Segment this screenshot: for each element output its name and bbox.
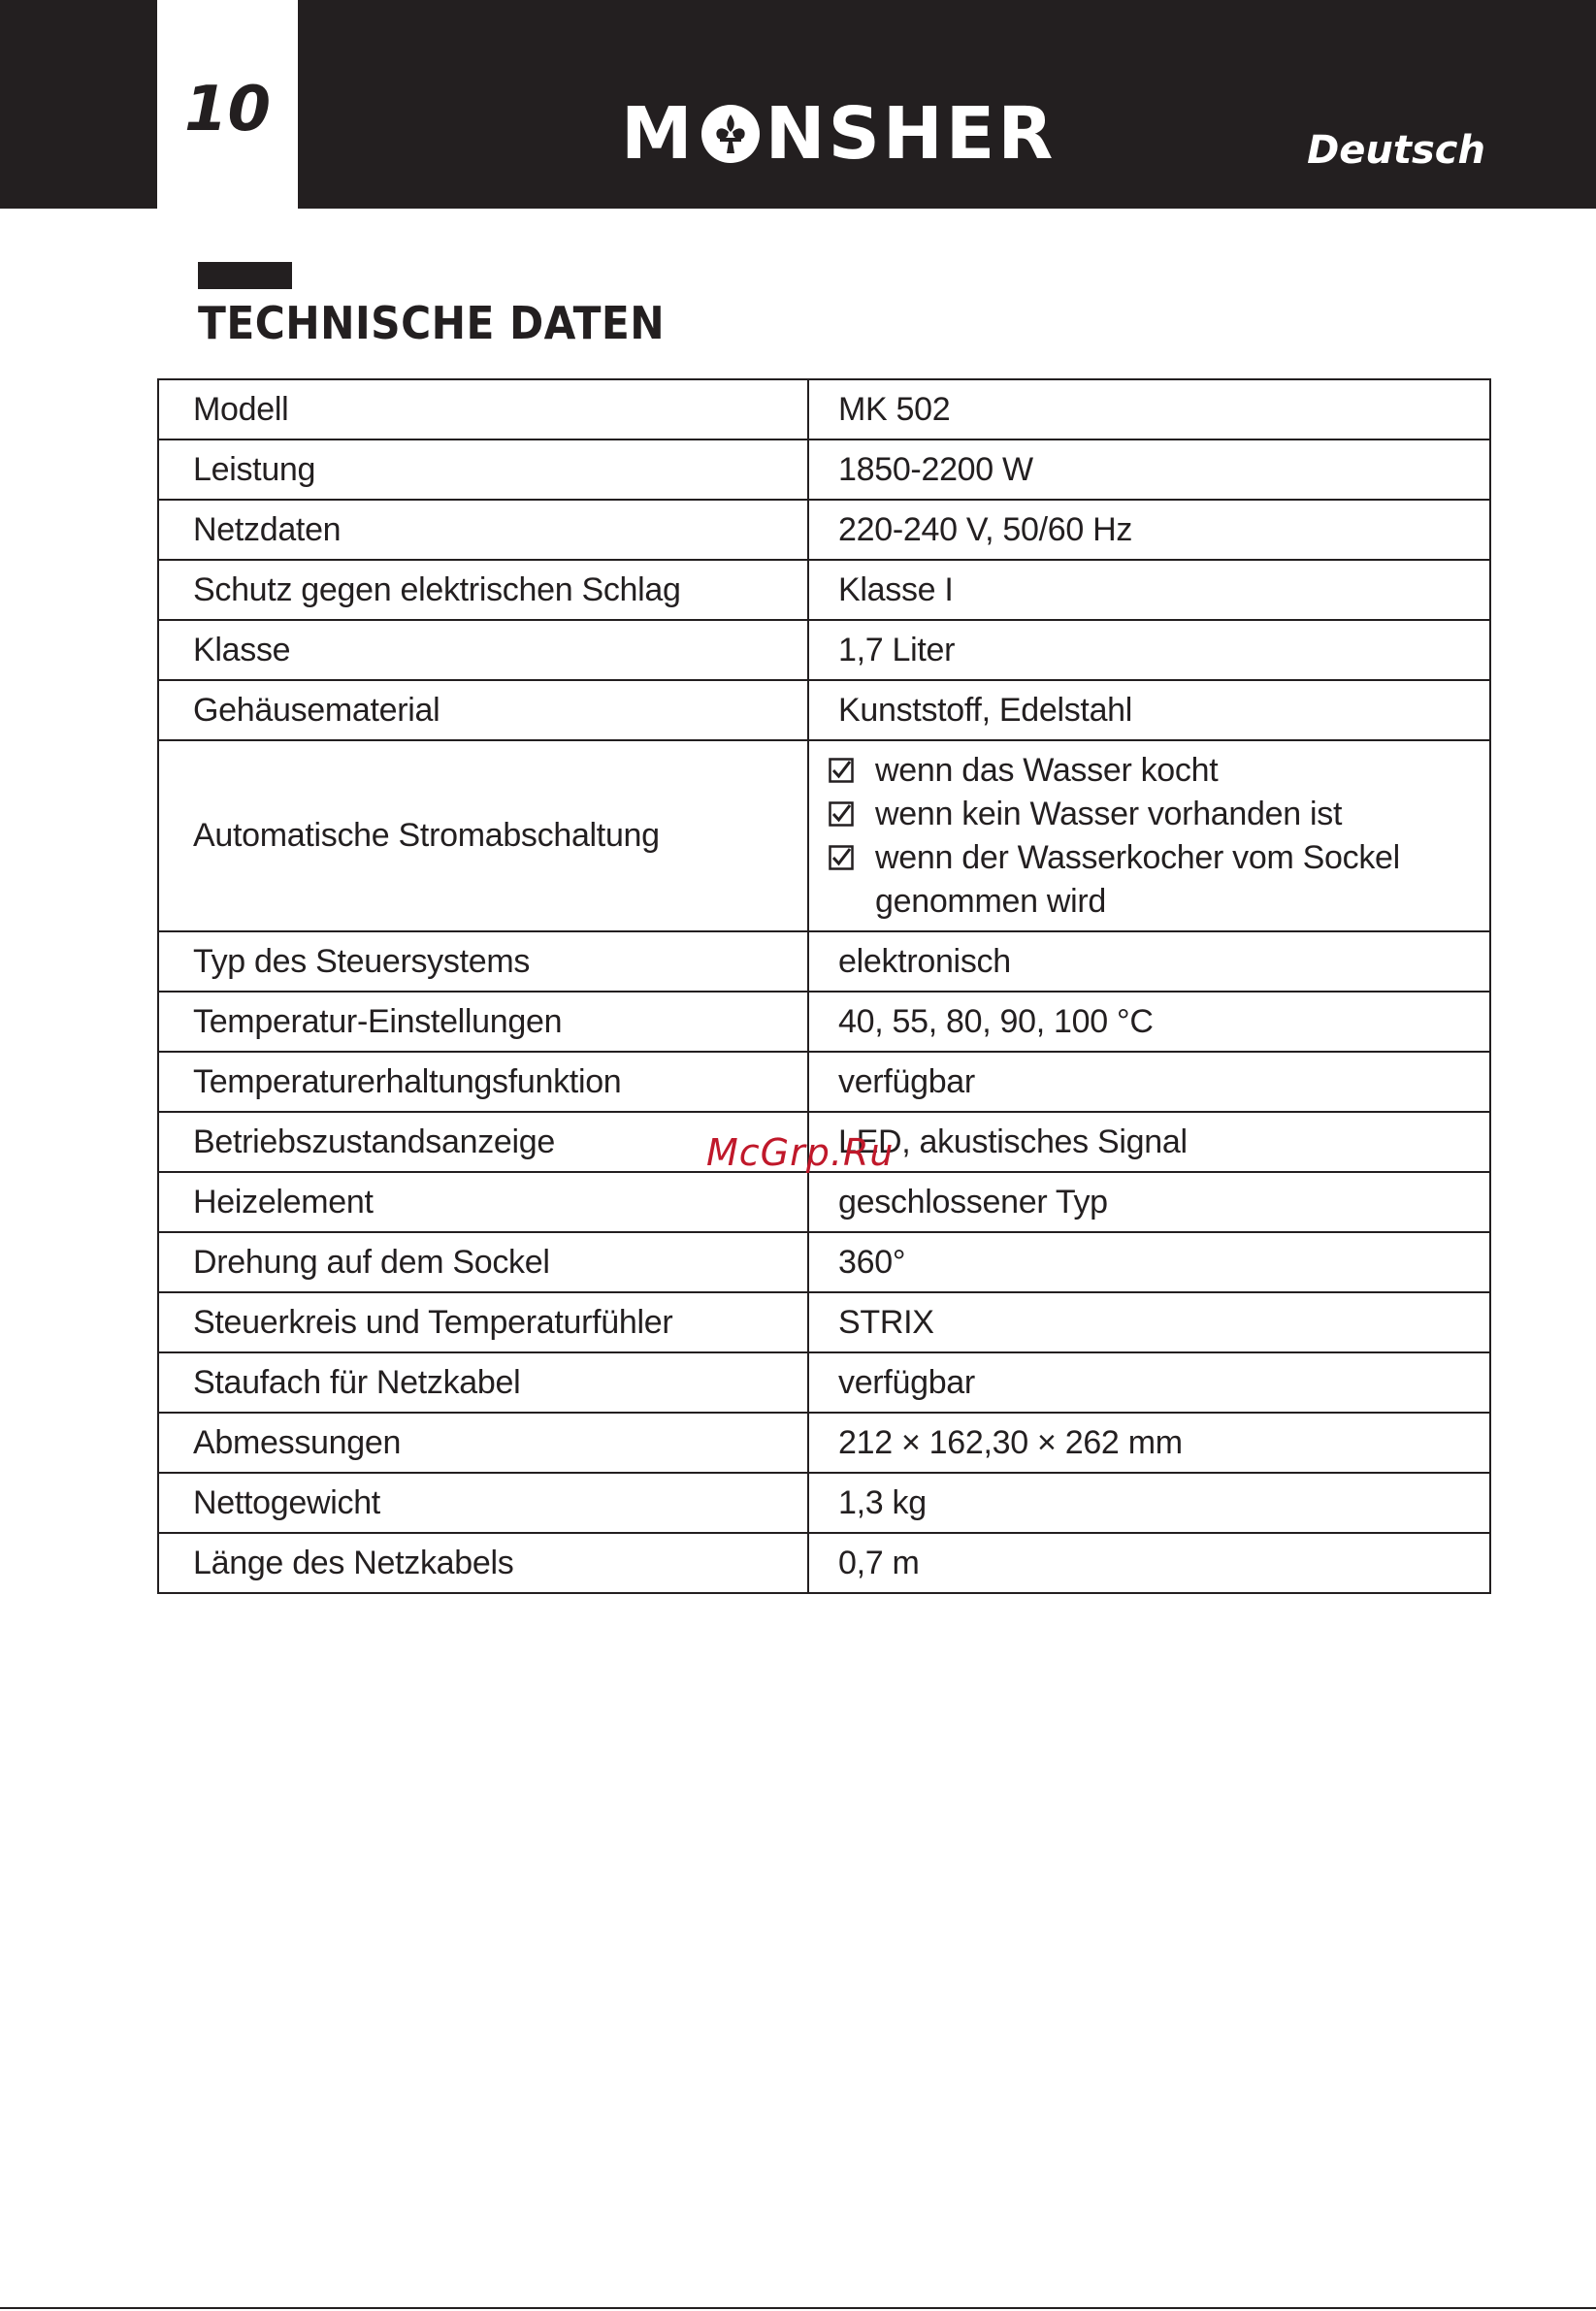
check-item-text: wenn das Wasser kocht — [875, 751, 1219, 789]
spec-value: verfügbar — [808, 1052, 1490, 1112]
spec-label: Heizelement — [158, 1172, 808, 1232]
section-title: TECHNISCHE DATEN — [198, 297, 666, 349]
table-row — [158, 560, 1490, 620]
page-number-box — [157, 0, 298, 209]
spec-label: Temperatur-Einstellungen — [158, 992, 808, 1052]
spec-value: 1,7 Liter — [808, 620, 1490, 680]
language-label: Deutsch — [1307, 128, 1485, 173]
checked-box-icon — [829, 801, 854, 827]
checked-box-icon — [829, 758, 854, 783]
spec-value: 1,3 kg — [808, 1473, 1490, 1533]
spec-value: LED, akustisches Signal — [808, 1112, 1490, 1172]
spec-value: elektronisch — [808, 931, 1490, 992]
spec-label: Klasse — [158, 620, 808, 680]
table-row — [158, 740, 1490, 931]
table-row — [158, 379, 1490, 439]
spec-label: Netzdaten — [158, 500, 808, 560]
table-row — [158, 931, 1490, 992]
spec-label: Länge des Netzkabels — [158, 1533, 808, 1593]
brand-logo-suffix: NSHER — [765, 92, 1057, 176]
table-row — [158, 1292, 1490, 1352]
table-row — [158, 1413, 1490, 1473]
spec-table-body — [158, 379, 1490, 1593]
spec-label: Leistung — [158, 439, 808, 500]
spec-value: 0,7 m — [808, 1533, 1490, 1593]
spec-label: Modell — [158, 379, 808, 439]
table-row — [158, 439, 1490, 500]
table-row — [158, 620, 1490, 680]
table-row — [158, 1052, 1490, 1112]
title-accent-bar — [198, 262, 292, 289]
spec-table — [157, 378, 1491, 1594]
page-number: 10 — [183, 73, 272, 146]
spec-value: 220-240 V, 50/60 Hz — [808, 500, 1490, 560]
table-row — [158, 1533, 1490, 1593]
list-item — [809, 836, 1489, 924]
table-row — [158, 1172, 1490, 1232]
table-row — [158, 992, 1490, 1052]
spec-label: Schutz gegen elektrischen Schlag — [158, 560, 808, 620]
spec-label: Nettogewicht — [158, 1473, 808, 1533]
spec-value: 40, 55, 80, 90, 100 °C — [808, 992, 1490, 1052]
table-row — [158, 500, 1490, 560]
table-row — [158, 680, 1490, 740]
spec-value: MK 502 — [808, 379, 1490, 439]
table-row — [158, 1473, 1490, 1533]
spec-label: Abmessungen — [158, 1413, 808, 1473]
spec-value: Kunststoff, Edelstahl — [808, 680, 1490, 740]
checked-box-icon — [829, 845, 854, 870]
spec-value: 1850-2200 W — [808, 439, 1490, 500]
fleur-de-lis-in-circle-icon — [700, 103, 762, 165]
spec-value: geschlossener Typ — [808, 1172, 1490, 1232]
spec-label: Betriebszustandsanzeige — [158, 1112, 808, 1172]
spec-label: Gehäusematerial — [158, 680, 808, 740]
spec-value: 360° — [808, 1232, 1490, 1292]
check-item-text: wenn kein Wasser vorhanden ist — [875, 795, 1343, 832]
spec-label: Drehung auf dem Sockel — [158, 1232, 808, 1292]
spec-value: verfügbar — [808, 1352, 1490, 1413]
spec-value: 212 × 162,30 × 262 mm — [808, 1413, 1490, 1473]
spec-label: Steuerkreis und Temperaturfühler — [158, 1292, 808, 1352]
spec-label: Typ des Steuersystems — [158, 931, 808, 992]
spec-label: Temperaturerhaltungsfunktion — [158, 1052, 808, 1112]
list-item — [809, 749, 1489, 793]
table-row — [158, 1232, 1490, 1292]
spec-value: STRIX — [808, 1292, 1490, 1352]
spec-value — [808, 740, 1490, 931]
check-item-text: wenn der Wasserkocher vom Sockel genommen wird — [875, 838, 1400, 920]
brand-logo-prefix: M — [621, 92, 696, 176]
brand-logo — [621, 92, 1057, 176]
check-list — [809, 749, 1489, 924]
spec-label: Automatische Stromabschaltung — [158, 740, 808, 931]
spec-label: Staufach für Netzkabel — [158, 1352, 808, 1413]
bottom-rule — [0, 2307, 1596, 2309]
table-row — [158, 1352, 1490, 1413]
spec-value: Klasse I — [808, 560, 1490, 620]
watermark: McGrp.Ru — [706, 1131, 895, 1174]
list-item — [809, 793, 1489, 836]
